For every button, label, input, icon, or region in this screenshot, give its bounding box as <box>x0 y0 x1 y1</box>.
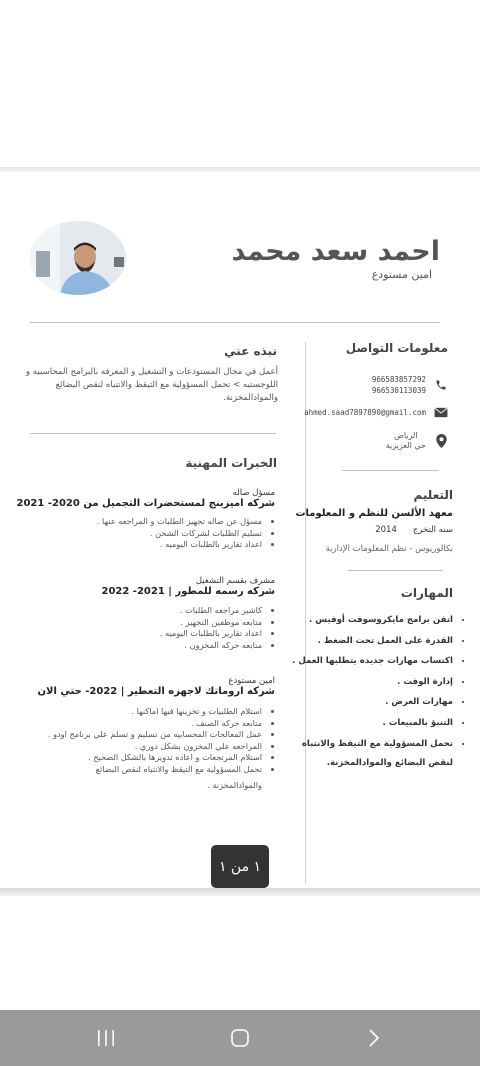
list-item: • المراجعه علي المخزون بشكل دوري . <box>48 741 262 753</box>
job-role: امين مستودع <box>228 676 275 686</box>
job-role: مشرف بقسم التشغيل <box>195 576 275 586</box>
list-item: • اتقن برامج مايكروسوفت أوفيس . <box>292 610 453 631</box>
list-item: • تحمل المسؤولية مع التيقظ والانتباه لنقص البضائع <box>48 764 262 776</box>
page-bottom-shadow <box>0 888 480 896</box>
envelope-icon <box>434 405 448 419</box>
email-row <box>304 405 448 419</box>
list-item: • اعداد تقارير بالطلبات اليوميه . <box>160 628 262 640</box>
list-item: • عمل المعالجات المحسابيه من تسليم و تسلم علي برنامج اودو . <box>48 729 262 741</box>
system-navigation-bar <box>0 1010 480 1066</box>
list-item: • مسؤل عن صاله تجهيز الطلبات و المراجعه عنها . <box>97 516 262 528</box>
list-item: • متابعه حركه المخزون . <box>160 640 262 652</box>
list-item: • التنبؤ بالمبيعات . <box>292 713 453 734</box>
list-item: • متابعه موظفين التجهيز . <box>160 617 262 629</box>
job-company: شركه اروماتك لاجهزه التعطير | 2022- حتي الان <box>37 686 275 697</box>
job-company: شركه اميزينج لمستحضرات التجميل من 2020- 2021 <box>16 498 275 509</box>
graduation-row <box>375 525 453 535</box>
list-item: • استلام المرتجعات و اعاده تدويرها بالشكل الصحيح . <box>48 752 262 764</box>
city: الرياض <box>394 431 418 440</box>
location-pin-icon <box>434 434 448 448</box>
education-degree: بكالوريوس - نظم المعلومات الإدارية <box>325 544 453 554</box>
education-title: التعليم <box>413 488 453 502</box>
phone-row <box>372 374 448 396</box>
graduation-year: 2014 <box>375 525 397 535</box>
profile-photo <box>30 221 126 295</box>
skills-list <box>292 610 467 754</box>
job-duties-list <box>48 706 276 776</box>
avatar <box>30 221 126 295</box>
about-text: أعمل في مجال المستودعات و التشغيل و المعرفه بالبرامج المحاسبيه و اللوجستيه > تحمل المسؤولية مع التيقظ والانتباه لنقص البضائع والموادالمخزنة. <box>25 367 278 403</box>
education-institute: معهد الألسن للنظم و المعلومات <box>295 508 453 519</box>
header-divider <box>30 322 440 323</box>
phone-number: 966583857292 <box>371 375 426 384</box>
job-duties-list <box>160 605 276 651</box>
list-item: • القدرة على العمل تحت الضغط . <box>292 631 453 652</box>
job-role: مسؤل صاله <box>232 488 275 498</box>
list-item: • متابعه حركه الصنف . <box>48 718 262 730</box>
back-icon <box>367 1028 381 1048</box>
location-row <box>386 431 448 451</box>
phone-number: 966530113039 <box>371 386 426 395</box>
district: حي العزيزية <box>385 441 426 450</box>
recent-apps-button[interactable] <box>92 1024 120 1052</box>
graduation-label: سنه التخرج <box>412 525 453 535</box>
list-item: • اكتساب مهارات جديده يتطلبها العمل . <box>292 651 453 672</box>
list-item: • اعداد تقارير بالطلبات اليوميه . <box>97 539 262 551</box>
email-address: ahmed.saad7897890@gmail.com <box>304 407 426 417</box>
education-divider <box>348 570 443 571</box>
contact-divider <box>342 470 439 471</box>
list-item: • إدارة الوقت . <box>292 672 453 693</box>
skills-title: المهارات <box>400 586 453 600</box>
about-divider <box>30 433 276 434</box>
job-duty-continuation: والموادالمخزنة . <box>207 780 262 790</box>
list-item: • استلام الطلبيات و تخزينها فيها اماكنها . <box>48 706 262 718</box>
home-button[interactable] <box>226 1024 254 1052</box>
contact-title: معلومات التواصل <box>345 341 448 355</box>
back-button[interactable] <box>362 1024 386 1052</box>
skill-continuation: لنقص البضائع والموادالمخزنة. <box>326 758 453 768</box>
home-icon <box>230 1028 250 1048</box>
job-duties-list <box>97 516 276 551</box>
list-item: • تسليم الطلبات لشركات الشحن . <box>97 528 262 540</box>
list-item: • كاشير مراجعه الطلبات . <box>160 605 262 617</box>
job-company: شركه رسمه للمطور | 2021- 2022 <box>101 586 275 597</box>
list-item: • مهارات العرض . <box>292 692 453 713</box>
viewer-background-top <box>0 0 480 168</box>
page-counter: ١ من ١ <box>211 845 269 888</box>
about-title: نبذه عني <box>224 344 277 358</box>
experience-title: الخبرات المهنية <box>185 456 277 470</box>
list-item: • تحمل المسؤولية مع التيقظ والانتباه <box>292 734 453 755</box>
recent-apps-icon <box>96 1029 116 1047</box>
candidate-job-title: امين مستودع <box>371 268 432 281</box>
candidate-name: احمد سعد محمد <box>231 236 440 267</box>
phone-icon <box>434 378 448 392</box>
